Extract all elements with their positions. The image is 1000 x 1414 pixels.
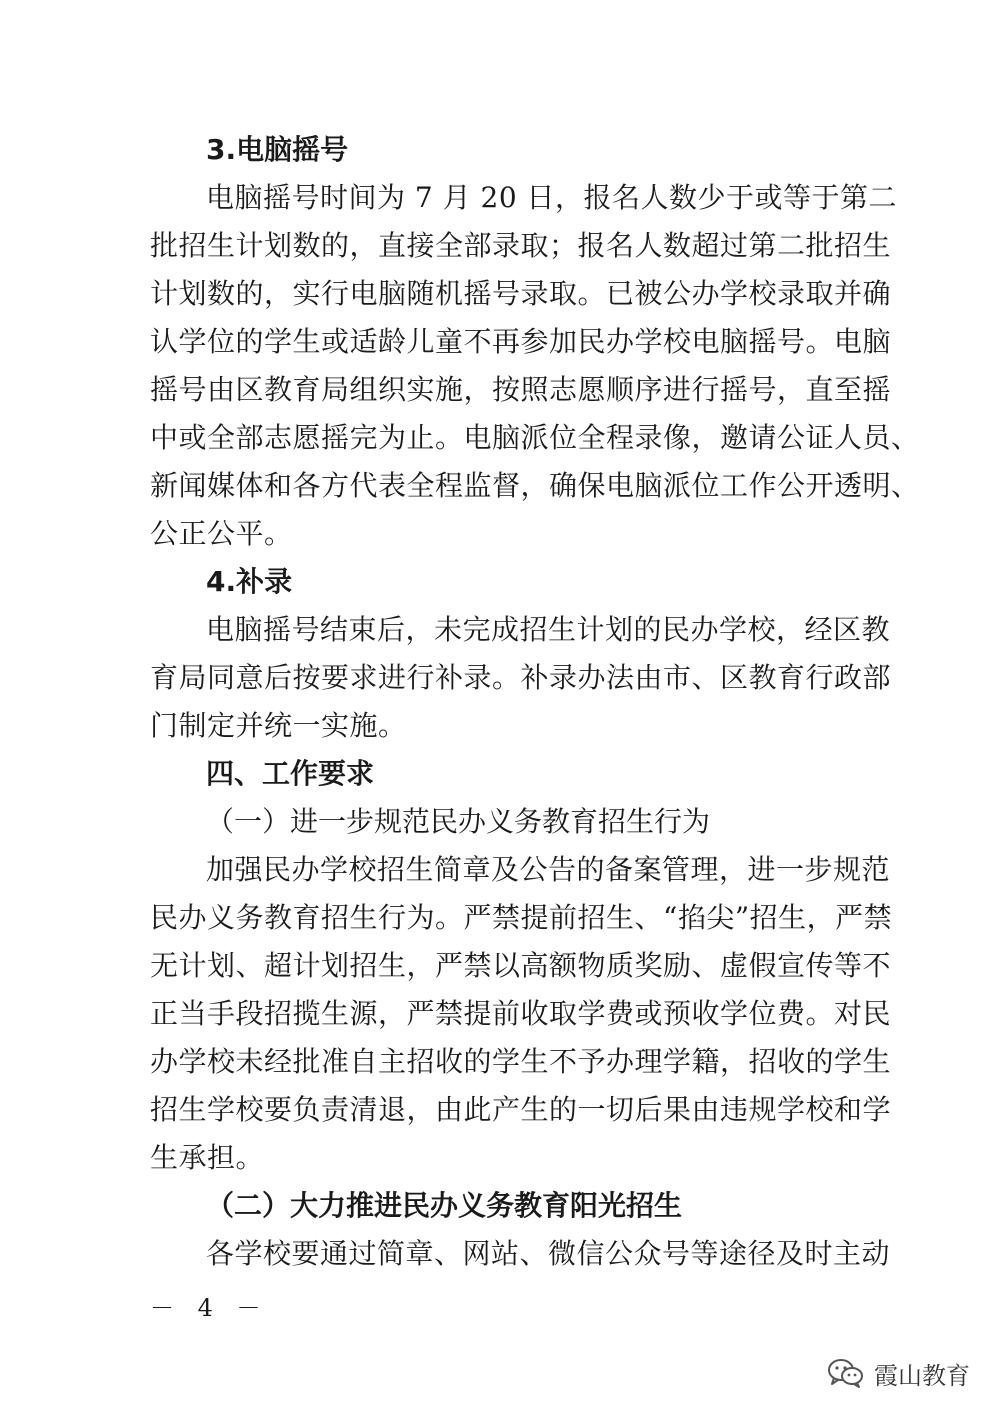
para-3-line: 批招生计划数的，直接全部录取；报名人数超过第二批招生: [150, 229, 892, 262]
watermark-text: 霞山教育: [874, 1361, 970, 1390]
para-4-line: 育局同意后按要求进行补录。补录办法由市、区教育行政部: [150, 661, 892, 694]
heading-3: 3.电脑摇号: [206, 133, 349, 166]
para-3-line: 计划数的，实行电脑随机摇号录取。已被公办学校录取并确: [150, 277, 892, 310]
sub-heading-1: （一）进一步规范民办义务教育招生行为: [206, 805, 711, 838]
section-heading: 四、工作要求: [206, 757, 375, 790]
para-sub-1-line: 加强民办学校招生简章及公告的备案管理，进一步规范: [206, 853, 891, 886]
para-sub-1-line: 办学校未经批准自主招收的学生不予办理学籍，招收的学生: [150, 1045, 892, 1078]
wechat-icon: [826, 1357, 866, 1389]
para-3-line: 认学位的学生或适龄儿童不再参加民办学校电脑摇号。电脑: [150, 325, 892, 358]
heading-4: 4.补录: [206, 565, 293, 598]
para-4-line: 门制定并统一实施。: [150, 709, 407, 742]
para-3-line: 电脑摇号时间为 7 月 20 日，报名人数少于或等于第二: [206, 181, 898, 214]
wechat-watermark: [826, 1355, 970, 1391]
para-sub-1-line: 招生学校要负责清退，由此产生的一切后果由违规学校和学: [150, 1093, 892, 1126]
para-sub-1-line: 民办义务教育招生行为。严禁提前招生、“掐尖”招生，严禁: [150, 901, 893, 934]
para-3-line: 新闻媒体和各方代表全程监督，确保电脑派位工作公开透明、: [150, 469, 920, 502]
para-3-line: 摇号由区教育局组织实施，按照志愿顺序进行摇号，直至摇: [150, 373, 892, 406]
para-sub-2-line: 各学校要通过简章、网站、微信公众号等途径及时主动: [206, 1237, 891, 1270]
page-number: － 4 －: [150, 1294, 269, 1322]
para-4-line: 电脑摇号结束后，未完成招生计划的民办学校，经区教: [206, 613, 891, 646]
para-sub-1-line: 无计划、超计划招生，严禁以高额物质奖励、虚假宣传等不: [150, 949, 892, 982]
para-sub-1-line: 生承担。: [150, 1141, 265, 1174]
para-3-line: 中或全部志愿摇完为止。电脑派位全程录像，邀请公证人员、: [150, 421, 920, 454]
para-sub-1-line: 正当手段招揽生源，严禁提前收取学费或预收学位费。对民: [150, 997, 892, 1030]
sub-heading-2: （二）大力推进民办义务教育阳光招生: [206, 1189, 683, 1222]
para-3-line: 公正公平。: [150, 517, 293, 550]
